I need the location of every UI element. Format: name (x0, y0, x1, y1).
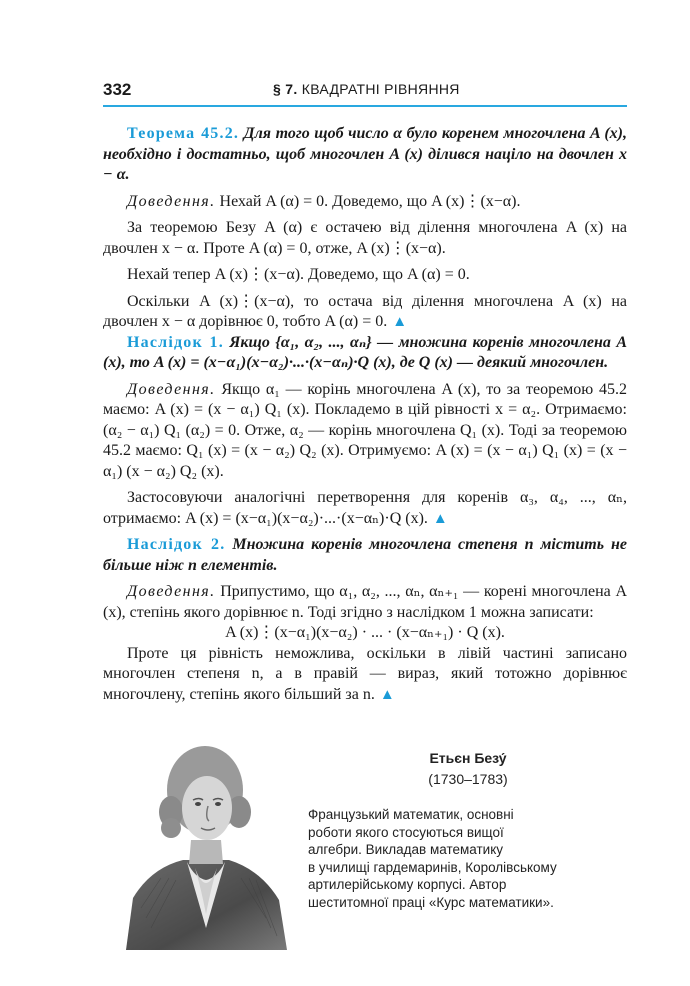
paragraph-2: За теоремою Безу A (α) є остачею від ділення многочлена A (x) на двочлен x − α. Проте A (α) = 0, отже, A (x)⋮(x−α). (103, 219, 627, 257)
paragraph-8-text: Проте ця рівність неможлива, оскільки в лівій частині записано многочлен степеня n, а в правій — вираз, який тотожно дорівнює многочлену, степінь якого більший за n. (103, 644, 627, 703)
paragraph-6 (103, 488, 627, 529)
proof-text: Якщо α₁ — корінь многочлена A (x), то за теоремою 45.2 маємо: A (x) = (x − α₁) Q₁ (x). Покладемо в цій рівності x = α₂. Отримаємо: (α₂ − α₁) Q₁ (α₂) = 0. Отже, α₂ — корінь многочлена Q₁ (x). Тоді за теоремою 45.2 маємо: Q₁ (x) = (x − α₂) Q₂ (x). Отримуємо: A (x) = (x − α₁) Q₁ (x) = (x − α₁) (x − α₂) Q₂ (x). (103, 380, 628, 480)
proof-label: Доведення. (127, 192, 216, 210)
theorem-label: Теорема 45.2. (127, 125, 240, 142)
corollary-1-label: Наслідок 1. (127, 333, 224, 351)
portrait-image (121, 728, 291, 950)
proof-text: Нехай A (α) = 0. Доведемо, що A (x)⋮(x−α). (219, 192, 521, 210)
paragraph-4 (103, 292, 627, 333)
corollary-2-paragraph (103, 535, 627, 576)
biography-text: Французький математик, основні роботи якого стосуються вищої алгебри. Викладав математику в училищі гардемаринів, Королівському артилерійському корпусі. Автор шеститомної праці «Курс математики». (308, 807, 557, 910)
corollary-1-paragraph (103, 333, 627, 374)
proof-paragraph-2 (103, 380, 627, 483)
paragraph-4-text: Оскільки A (x)⋮(x−α), то остача від ділення многочлена A (x) на двочлен x − α дорівнює 0, тобто A (α) = 0. (103, 292, 627, 330)
section-title-text: КВАДРАТНІ РІВНЯННЯ (301, 81, 460, 97)
paragraph-6-text: Застосовуючи аналогічні перетворення для коренів α₃, α₄, ..., αₙ, отримаємо: A (x) = (x−α₁)(x−α₂)·...·(x−αₙ)·Q (x). (103, 489, 627, 527)
paragraph-3: Нехай тепер A (x)⋮(x−α). Доведемо, що A (α) = 0. (127, 266, 470, 283)
proof-paragraph-3 (103, 582, 627, 623)
corollary-1-text: Якщо {α₁, α₂, ..., αₙ} — множина коренів многочлена A (x), то A (x) = (x−α₁)(x−α₂)·...·(x−αₙ)·Q (x), де Q (x) — деякий многочлен. (103, 333, 628, 371)
theorem-text: Для того щоб число α було коренем многочлена A (x), необхідно і достатньо, щоб многочлен A (x) ділився націло на двочлен x − α. (103, 125, 628, 183)
theorem-paragraph (103, 124, 627, 186)
proof-label: Доведення. (127, 583, 216, 600)
end-of-proof-icon: ▲ (392, 314, 408, 330)
corollary-2-text: Множина коренів многочлена степеня n містить не більше ніж n елементів. (103, 536, 627, 574)
section-title (273, 81, 460, 97)
proof-paragraph-1 (103, 192, 627, 213)
section-mark: § 7. (273, 81, 298, 97)
end-of-proof-icon: ▲ (379, 686, 395, 703)
main-text (103, 124, 627, 711)
proof-label: Доведення. (127, 380, 216, 398)
person-name: Етьєн Безу́ (429, 750, 507, 766)
paragraph-8 (103, 644, 627, 706)
corollary-2-label: Наслідок 2. (127, 536, 226, 553)
life-years: (1730–1783) (428, 771, 508, 787)
page-number: 332 (103, 80, 132, 99)
formula: A (x)⋮(x−α₁)(x−α₂) · ... · (x−αₙ₊₁) · Q (x). (225, 624, 505, 641)
end-of-proof-icon: ▲ (432, 510, 448, 527)
proof-text: Припустимо, що α₁, α₂, ..., αₙ, αₙ₊₁ — корені многочлена A (x), степінь якого дорівнює n. Тоді згідно з наслідком 1 можна записати: (103, 583, 628, 621)
page-header (103, 80, 627, 106)
header-divider (103, 105, 627, 107)
